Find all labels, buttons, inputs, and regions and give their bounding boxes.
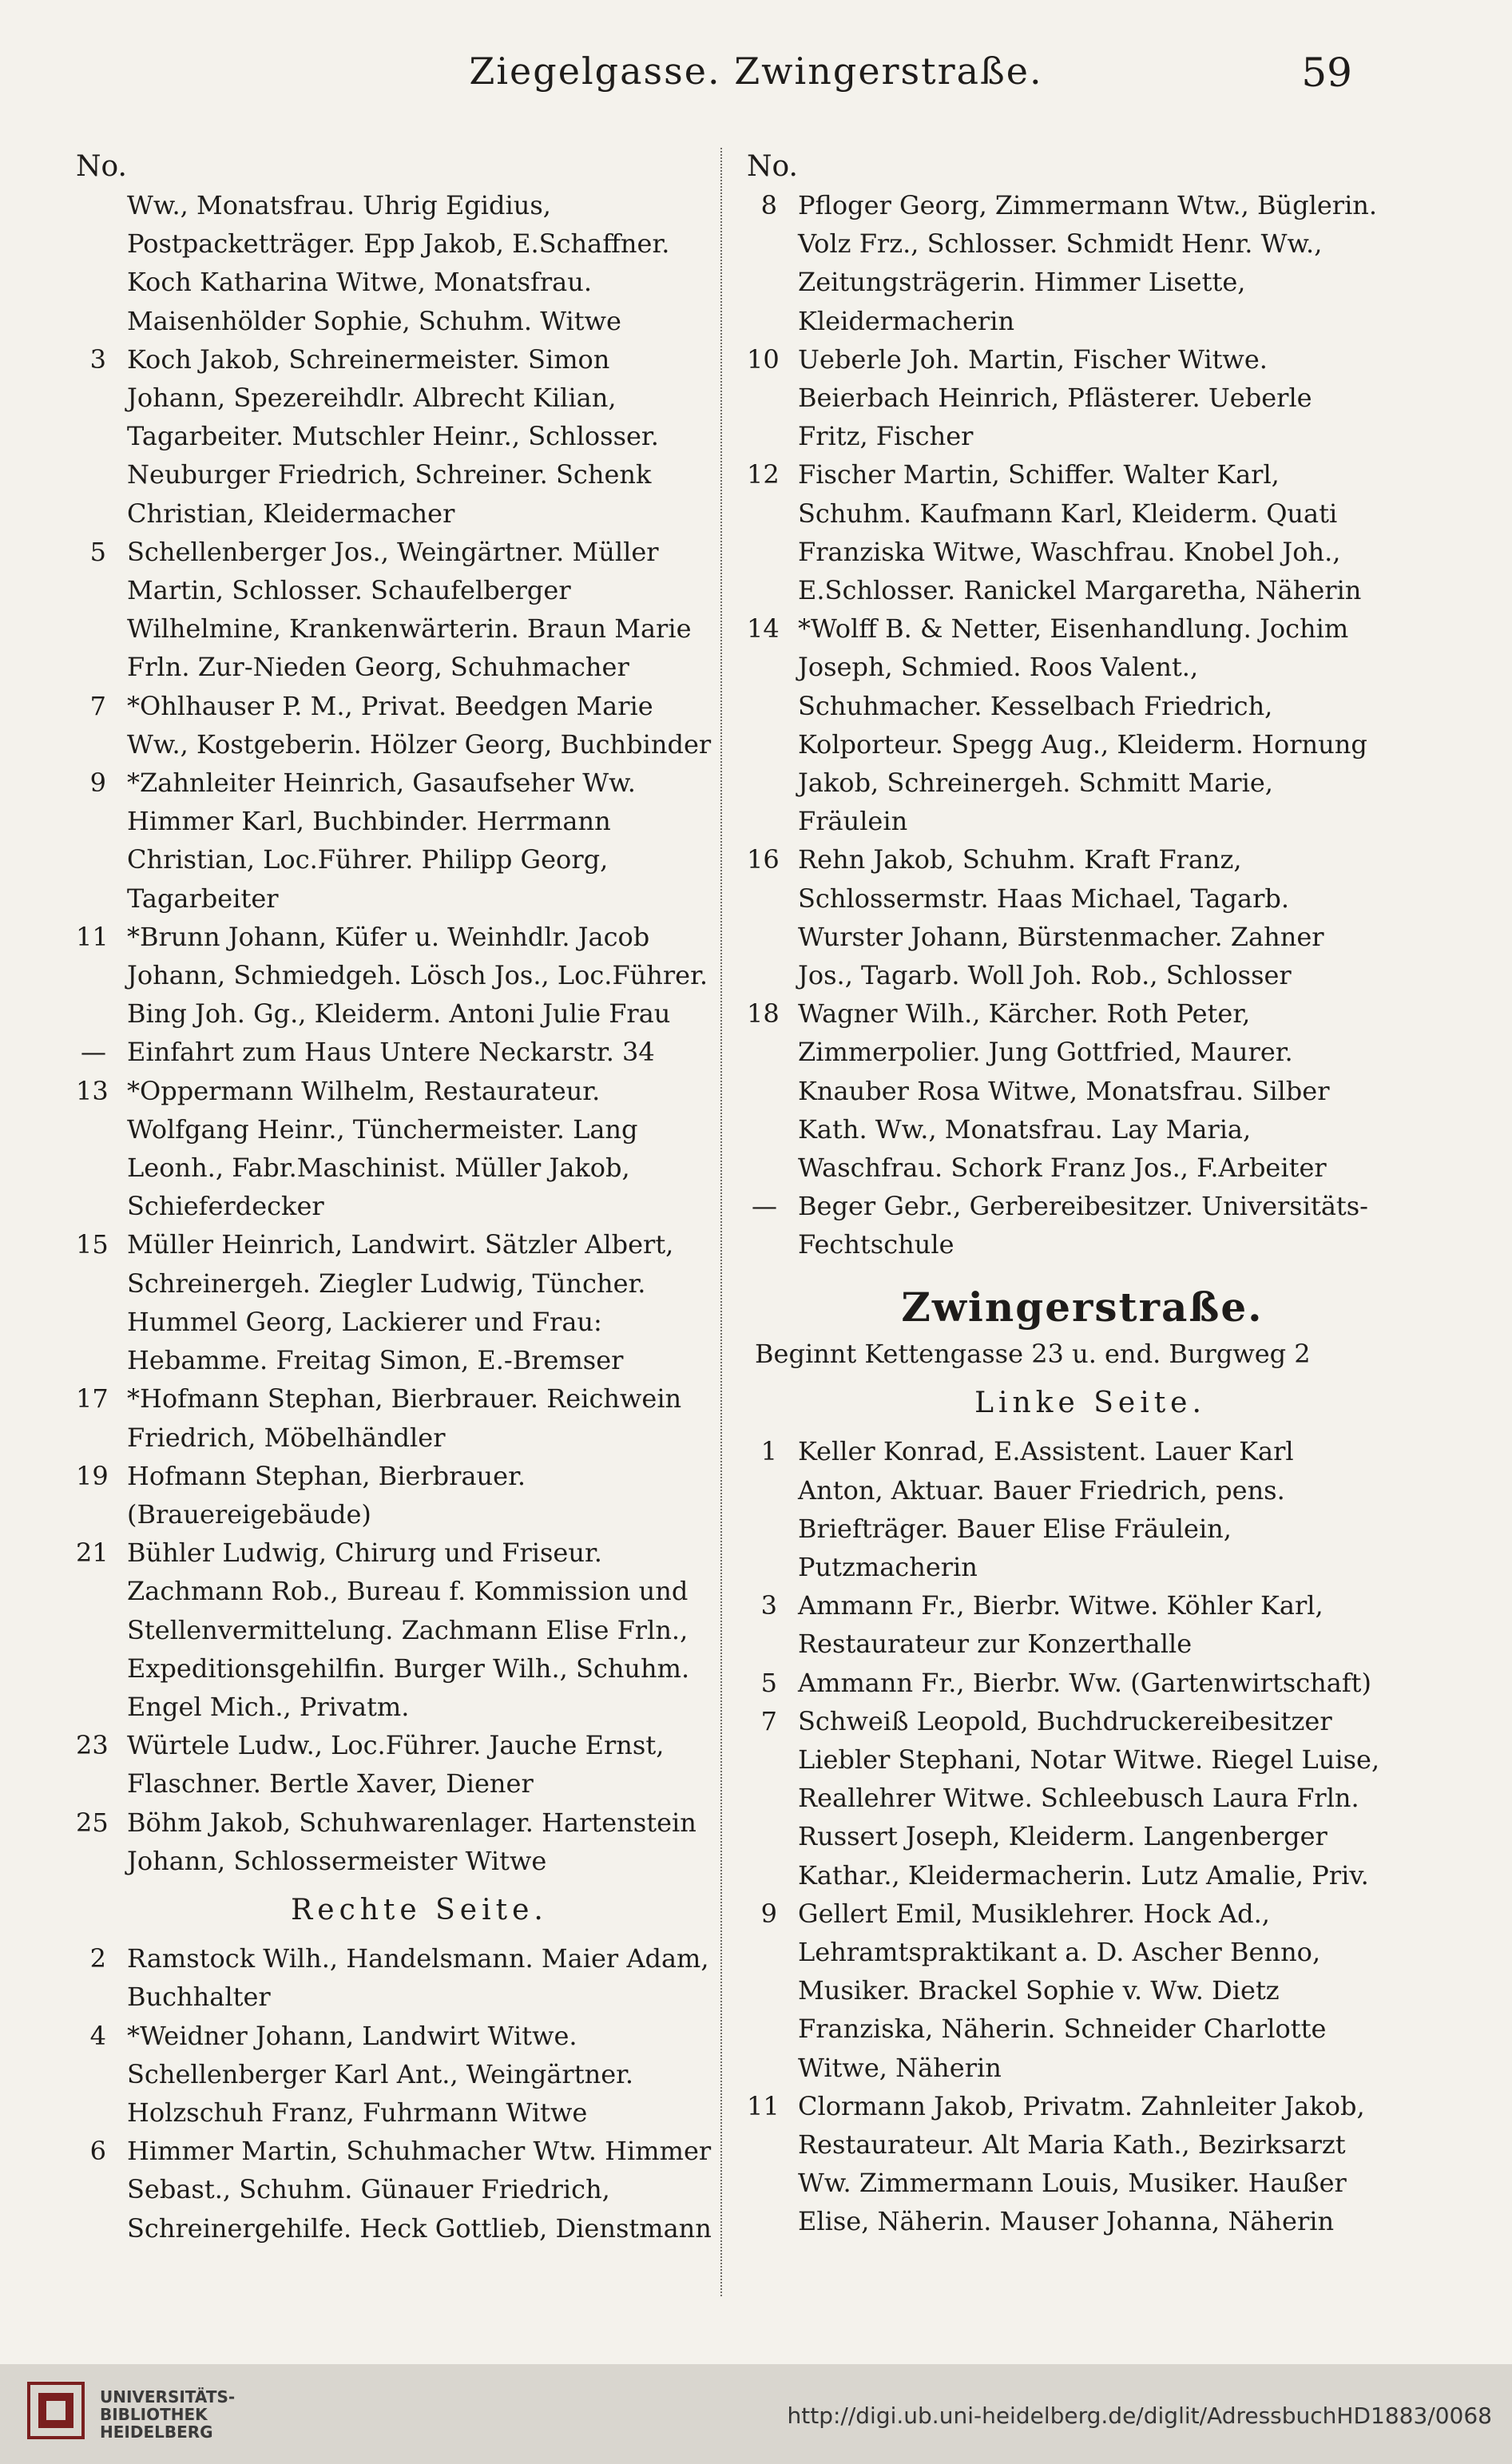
street-heading: Zwingerstraße. bbox=[901, 1283, 1264, 1331]
resident-text: *Wolff B. & Netter, Eisenhandlung. Jochim Joseph, Schmied. Roos Valent., Schuhmacher. Kesselbach Friedrich, Kolporteur. Spegg Aug., Kleiderm. Hornung Jakob, Schreinergeh. Schmitt Marie, Fräulein bbox=[798, 613, 1367, 837]
library-name: UNIVERSITÄTS- BIBLIOTHEK HEIDELBERG bbox=[100, 2387, 236, 2442]
directory-entry bbox=[747, 186, 1386, 340]
section-heading-rechte-seite: Rechte Seite. bbox=[291, 1893, 548, 1926]
resident-text: Schellenberger Jos., Weingärtner. Müller Martin, Schlosser. Schaufelberger Wilhelmine, Krankenwärterin. Braun Marie Frln. Zur-Nieden Georg, Schuhmacher bbox=[127, 536, 692, 683]
directory-entry bbox=[76, 1457, 715, 1534]
directory-entry bbox=[76, 340, 715, 533]
entry-list bbox=[747, 186, 1386, 1264]
directory-entry bbox=[76, 1379, 715, 1456]
directory-entry bbox=[747, 1895, 1386, 2087]
directory-entry bbox=[76, 1225, 715, 1379]
resident-text: Beger Gebr., Gerbereibesitzer. Universitäts-Fechtschule bbox=[798, 1191, 1368, 1260]
directory-entry bbox=[76, 764, 715, 918]
directory-entry bbox=[747, 1187, 1386, 1264]
directory-entry bbox=[747, 609, 1386, 840]
house-number: 21 bbox=[76, 1538, 109, 1569]
resident-text: Ueberle Joh. Martin, Fischer Witwe. Beierbach Heinrich, Pflästerer. Ueberle Fritz, Fischer bbox=[798, 343, 1312, 452]
university-seal-icon bbox=[24, 2379, 88, 2442]
resident-text: Koch Jakob, Schreinermeister. Simon Johann, Spezereihdlr. Albrecht Kilian, Tagarbeiter. Mutschler Heinr., Schlosser. Neuburger Friedrich, Schreiner. Schenk Christian, Kleidermacher bbox=[127, 343, 659, 529]
house-number: — bbox=[81, 1037, 106, 1068]
resident-text: Clormann Jakob, Privatm. Zahnleiter Jakob, Restaurateur. Alt Maria Kath., Bezirksarzt Ww. Zimmermann Louis, Musiker. Haußer Elise, Näherin. Mauser Johanna, Näherin bbox=[798, 2090, 1365, 2237]
house-number: 16 bbox=[747, 844, 780, 875]
directory-entry bbox=[747, 1432, 1386, 1586]
directory-entry bbox=[76, 1534, 715, 1726]
directory-entry bbox=[76, 1803, 715, 1880]
directory-entry bbox=[76, 2017, 715, 2133]
entry-list bbox=[76, 1939, 715, 2248]
resident-text: Rehn Jakob, Schuhm. Kraft Franz, Schlossermstr. Haas Michael, Tagarb. Wurster Johann, Bürstenmacher. Zahner Jos., Tagarb. Woll Joh. Rob., Schlosser bbox=[798, 844, 1324, 991]
resident-text: *Hofmann Stephan, Bierbrauer. Reichwein Friedrich, Möbelhändler bbox=[127, 1383, 682, 1453]
house-number: 19 bbox=[76, 1460, 109, 1491]
column-divider bbox=[720, 148, 722, 2296]
directory-entry bbox=[76, 2132, 715, 2248]
house-number: 23 bbox=[76, 1730, 109, 1761]
resident-text: Ammann Fr., Bierbr. Witwe. Köhler Karl, Restaurateur zur Konzerthalle bbox=[798, 1590, 1323, 1660]
page-number: 59 bbox=[1301, 50, 1352, 96]
house-number: 8 bbox=[760, 190, 777, 220]
house-number: 4 bbox=[89, 2020, 106, 2051]
resident-text: Böhm Jakob, Schuhwarenlager. Hartenstein Johann, Schlossermeister Witwe bbox=[127, 1807, 696, 1876]
house-number: 11 bbox=[747, 2090, 780, 2121]
directory-entry bbox=[76, 687, 715, 764]
directory-entry bbox=[747, 1664, 1386, 1702]
house-number: 7 bbox=[89, 690, 106, 721]
left-column bbox=[76, 148, 715, 2248]
house-number: 2 bbox=[89, 1943, 106, 1974]
resident-text: Pfloger Georg, Zimmermann Wtw., Büglerin. Volz Frz., Schlosser. Schmidt Henr. Ww., Zeitungsträgerin. Himmer Lisette, Kleidermacherin bbox=[798, 190, 1378, 336]
resident-text: Müller Heinrich, Landwirt. Sätzler Albert, Schreinergeh. Ziegler Ludwig, Tüncher. Hummel Georg, Lackierer und Frau: Hebamme. Freitag Simon, E.-Bremser bbox=[127, 1229, 674, 1376]
house-number: 5 bbox=[760, 1667, 777, 1698]
resident-text: Schweiß Leopold, Buchdruckereibesitzer Liebler Stephani, Notar Witwe. Riegel Luise, Reallehrer Witwe. Schleebusch Laura Frln. Russert Joseph, Kleiderm. Langenberger Kathar., Kleidermacherin. Lutz Amalie, Priv. bbox=[798, 1705, 1380, 1891]
directory-entry bbox=[76, 1939, 715, 2016]
street-description: Beginnt Kettengasse 23 u. end. Burgweg 2 bbox=[755, 1338, 1311, 1369]
directory-entry bbox=[76, 533, 715, 687]
resident-text: *Brunn Johann, Küfer u. Weinhdlr. Jacob Johann, Schmiedgeh. Lösch Jos., Loc.Führer. Bing Joh. Gg., Kleiderm. Antoni Julie Frau bbox=[127, 921, 708, 1030]
resident-text: Ramstock Wilh., Handelsmann. Maier Adam, Buchhalter bbox=[127, 1943, 709, 2013]
house-number: — bbox=[752, 1191, 777, 1222]
resident-text: Himmer Martin, Schuhmacher Wtw. Himmer Sebast., Schuhm. Günauer Friedrich, Schreinergehilfe. Heck Gottlieb, Dienstmann bbox=[127, 2136, 712, 2244]
resident-text: Einfahrt zum Haus Untere Neckarstr. 34 bbox=[127, 1037, 655, 1068]
house-number: 18 bbox=[747, 998, 780, 1030]
house-number: 13 bbox=[76, 1075, 109, 1106]
resident-text: Wagner Wilh., Kärcher. Roth Peter, Zimmerpolier. Jung Gottfried, Maurer. Knauber Rosa Witwe, Monatsfrau. Silber Kath. Ww., Monatsfrau. Lay Maria, Waschfrau. Schork Franz Jos., F.Arbeiter bbox=[798, 998, 1330, 1184]
number-column-label: No. bbox=[747, 150, 798, 183]
resident-text: *Weidner Johann, Landwirt Witwe. Schellenberger Karl Ant., Weingärtner. Holzschuh Franz, Fuhrmann Witwe bbox=[127, 2020, 634, 2128]
directory-entry bbox=[747, 840, 1386, 994]
directory-entry bbox=[747, 1586, 1386, 1663]
resident-text: Ww., Monatsfrau. Uhrig Egidius, Postpacketträger. Epp Jakob, E.Schaffner. Koch Katharina Witwe, Monatsfrau. Maisenhölder Sophie, Schuhm. Witwe bbox=[127, 190, 670, 336]
entry-list bbox=[76, 186, 715, 1880]
resident-text: Hofmann Stephan, Bierbrauer. (Brauereigebäude) bbox=[127, 1460, 526, 1530]
resident-text: Bühler Ludwig, Chirurg und Friseur. Zachmann Rob., Bureau f. Kommission und Stellenvermittelung. Zachmann Elise Frln., Expeditionsgehilfin. Burger Wilh., Schuhm. Engel Mich., Privatm. bbox=[127, 1538, 690, 1722]
house-number: 25 bbox=[76, 1807, 109, 1838]
source-url-link[interactable]: http://digi.ub.uni-heidelberg.de/diglit/AdressbuchHD1883/0068 bbox=[787, 2402, 1492, 2429]
house-number: 3 bbox=[760, 1590, 777, 1621]
house-number: 6 bbox=[89, 2136, 106, 2167]
house-number: 17 bbox=[76, 1383, 109, 1415]
number-column-label: No. bbox=[76, 150, 127, 183]
house-number: 3 bbox=[89, 343, 106, 375]
page-header bbox=[0, 50, 1512, 113]
directory-entry bbox=[76, 918, 715, 1034]
house-number: 5 bbox=[89, 536, 106, 567]
entry-list bbox=[747, 1432, 1386, 2240]
directory-entry bbox=[76, 1726, 715, 1803]
resident-text: Ammann Fr., Bierbr. Ww. (Gartenwirtschaft) bbox=[798, 1667, 1372, 1698]
house-number: 12 bbox=[747, 459, 780, 490]
house-number: 9 bbox=[89, 768, 106, 799]
resident-text: *Zahnleiter Heinrich, Gasaufseher Ww. Himmer Karl, Buchbinder. Herrmann Christian, Loc.Führer. Philipp Georg, Tagarbeiter bbox=[127, 768, 636, 914]
house-number: 7 bbox=[760, 1705, 777, 1736]
resident-text: Gellert Emil, Musiklehrer. Hock Ad., Lehramtspraktikant a. D. Ascher Benno, Musiker. Brackel Sophie v. Ww. Dietz Franziska, Näherin. Schneider Charlotte Witwe, Näherin bbox=[798, 1898, 1327, 2083]
right-column bbox=[747, 148, 1386, 2241]
directory-entry bbox=[747, 455, 1386, 609]
directory-entry bbox=[747, 994, 1386, 1187]
house-number: 14 bbox=[747, 613, 780, 645]
section-heading-linke-seite: Linke Seite. bbox=[974, 1387, 1206, 1420]
house-number: 10 bbox=[747, 343, 780, 375]
directory-entry bbox=[76, 186, 715, 340]
viewer-footer bbox=[0, 2364, 1512, 2464]
resident-text: Würtele Ludw., Loc.Führer. Jauche Ernst, Flaschner. Bertle Xaver, Diener bbox=[127, 1730, 665, 1799]
directory-entry bbox=[747, 340, 1386, 456]
running-title: Ziegelgasse. Zwingerstraße. bbox=[469, 50, 1043, 93]
directory-entry bbox=[76, 1072, 715, 1226]
house-number: 11 bbox=[76, 921, 109, 952]
house-number: 9 bbox=[760, 1898, 777, 1929]
house-number: 15 bbox=[76, 1229, 109, 1260]
resident-text: *Oppermann Wilhelm, Restaurateur. Wolfgang Heinr., Tünchermeister. Lang Leonh., Fabr.Maschinist. Müller Jakob, Schieferdecker bbox=[127, 1075, 638, 1222]
directory-entry bbox=[747, 2087, 1386, 2241]
resident-text: Fischer Martin, Schiffer. Walter Karl, Schuhm. Kaufmann Karl, Kleiderm. Quati Franziska Witwe, Waschfrau. Knobel Joh., E.Schlosser. Ranickel Margaretha, Näherin bbox=[798, 459, 1362, 606]
directory-entry bbox=[747, 1702, 1386, 1895]
house-number: 1 bbox=[760, 1436, 777, 1467]
resident-text: Keller Konrad, E.Assistent. Lauer Karl Anton, Aktuar. Bauer Friedrich, pens. Briefträger. Bauer Elise Fräulein, Putzmacherin bbox=[798, 1436, 1294, 1582]
directory-entry bbox=[76, 1033, 715, 1071]
resident-text: *Ohlhauser P. M., Privat. Beedgen Marie Ww., Kostgeberin. Hölzer Georg, Buchbinder bbox=[127, 690, 712, 760]
